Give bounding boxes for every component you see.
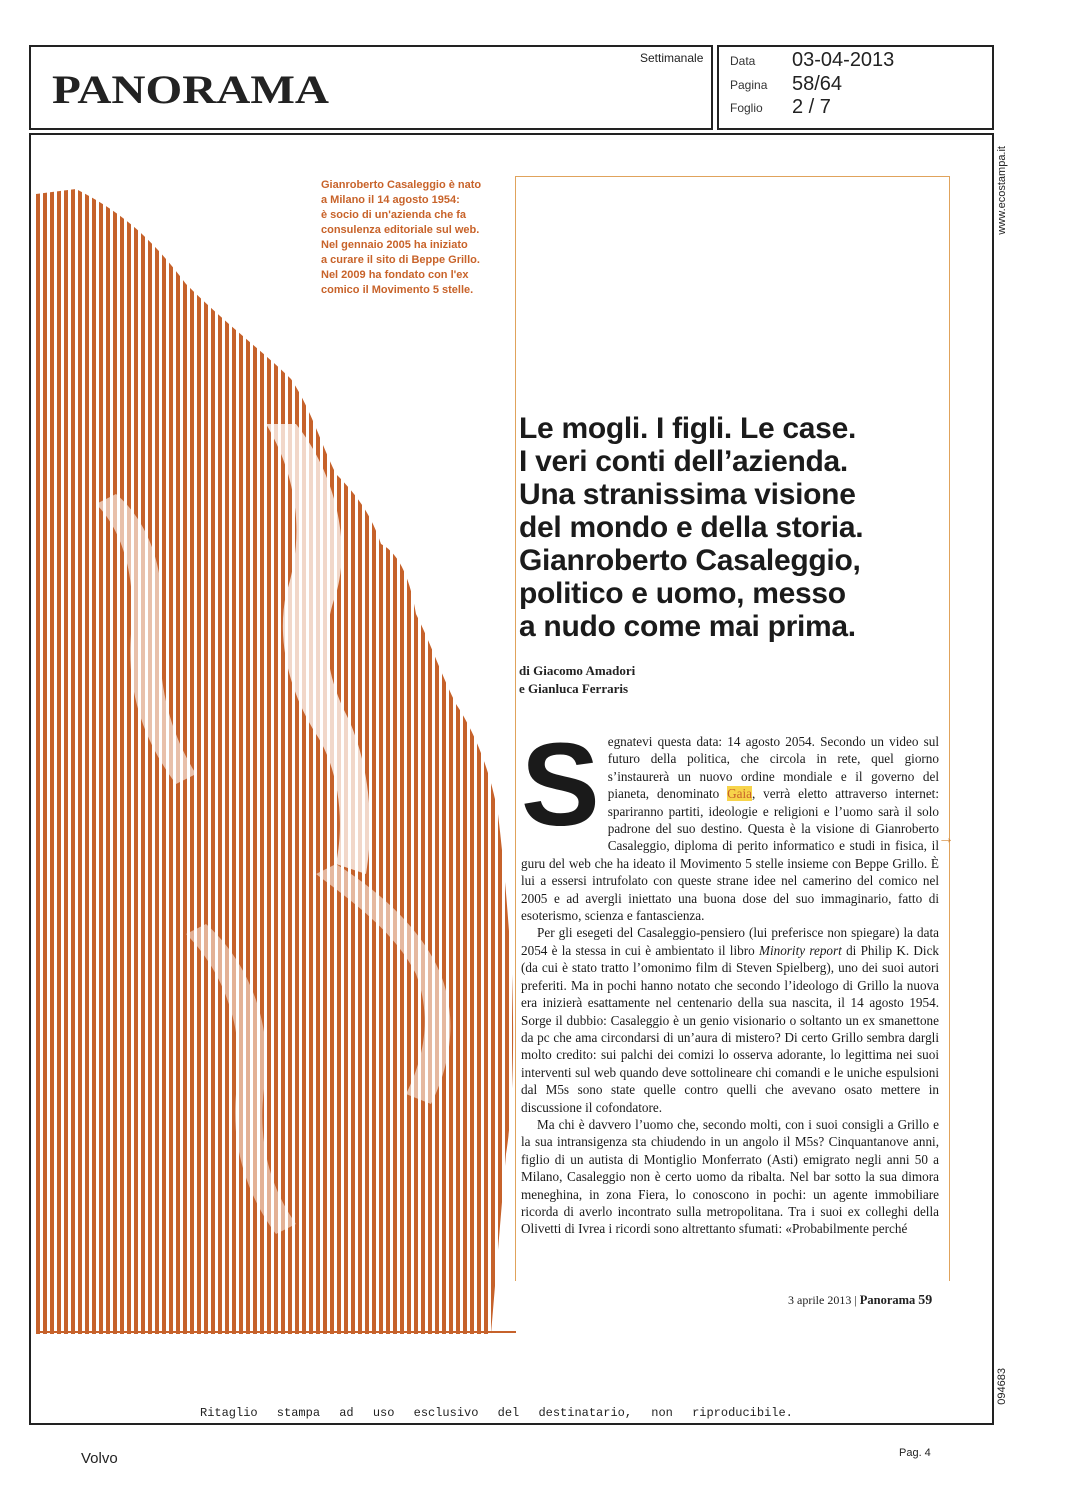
page-folio (788, 1293, 932, 1309)
paragraph-3: Ma chi è davvero l’uomo che, secondo molti, con i suoi consigli a Grillo e la sua intransigenza sta chiudendo in un angolo il M5s? Cinquantanove anni, figlio di un autista di Montiglio Monferrato (Asti) emigrato negli anni 50 a Milano, Casaleggio non è certo uomo da ribalta. Nel bar sotto la sua dimora meneghina, in zona Fiera, lo conoscono in pochi: un agente immobiliare ricorda di averlo incontrato sulla metropolitana. Tra i suoi ex colleghi della Olivetti di Ivrea i ricordi sono altrettanto sfumati: «Probabilmente perché (521, 1116, 939, 1237)
drop-cap: S (521, 733, 600, 851)
clipping-code: 094683 (996, 1368, 1008, 1405)
book-title: Minority report (758, 942, 842, 958)
headline-line: Gianroberto Casaleggio, (519, 544, 861, 577)
ecostampa-url: www.ecostampa.it (996, 146, 1008, 235)
page-value: 58/64 (792, 73, 843, 95)
folio-date: 3 aprile 2013 (788, 1293, 852, 1307)
date-label: Data (730, 54, 756, 68)
caption-line: a Milano il 14 agosto 1954: (321, 194, 460, 206)
headline-line: del mondo e della storia. (519, 511, 864, 544)
paragraph-1: Segnatevi questa data: 14 agosto 2054. Secondo un video sul futuro della politica, che circola in rete, quel giorno s’instaurerà un nuovo ordine mondiale e il governo del pianeta, denominato Gaia, verrà eletto attraverso internet: spariranno partiti, ideologie e religioni e l’uomo sarà il solo padrone del suo destino. Questa è la visione di Gianroberto Casaleggio, diploma di perito informatico e studi in fisica, il guru del web che ha ideato il Movimento 5 stelle insieme con Beppe Grillo. È lui a essersi intrufolato con queste strane idee nel camerino del comico nel 2005 e ad avergli iniettato una buona dose del suo immaginario, fatto di esoterismo, scienza e fantascienza. (521, 733, 939, 924)
reproduction-notice: Ritaglio stampa ad uso esclusivo del destinatario, non riproducibile. (200, 1406, 793, 1420)
date-value: 03-04-2013 (792, 49, 895, 71)
page-label: Pagina (730, 78, 768, 92)
panorama-logo: PANORAMA (52, 67, 330, 112)
folio-separator: | (854, 1293, 857, 1307)
byline-author-2: e Gianluca Ferraris (519, 681, 629, 696)
caption-line: comico il Movimento 5 stelle. (321, 284, 474, 296)
caption-line: Gianroberto Casaleggio è nato (321, 179, 482, 191)
article-headline (519, 412, 939, 643)
footer-client: Volvo (81, 1450, 118, 1467)
headline-line: I veri conti dell’azienda. (519, 445, 848, 478)
article-body (521, 733, 939, 1279)
headline-line: Una stranissima visione (519, 478, 856, 511)
headline-line: a nudo come mai prima. (519, 610, 856, 643)
byline (519, 662, 635, 698)
caption-line: consulenza editoriale sul web. (321, 224, 480, 236)
footer-page: Pag. 4 (899, 1447, 931, 1459)
caption-line: a curare il sito di Beppe Grillo. (321, 254, 480, 266)
folio-page-number: 59 (918, 1293, 933, 1308)
annotation-arrow: → (938, 830, 954, 847)
sheet-label: Foglio (730, 101, 763, 115)
frequency-label: Settimanale (640, 51, 704, 65)
byline-author-1: di Giacomo Amadori (519, 663, 636, 678)
folio-magazine: Panorama (859, 1293, 916, 1307)
headline-line: politico e uomo, messo (519, 577, 846, 610)
caption-line: Nel gennaio 2005 ha iniziato (321, 239, 468, 251)
headline-line: Le mogli. I figli. Le case. (519, 412, 856, 445)
photo-caption (321, 178, 501, 298)
highlighted-word: Gaia (727, 786, 752, 802)
caption-line: Nel 2009 ha fondato con l'ex (321, 269, 469, 281)
caption-line: è socio di un'azienda che fa (321, 209, 467, 221)
sheet-value: 2 / 7 (792, 96, 831, 118)
paragraph-2: Per gli esegeti del Casaleggio-pensiero (lui preferisce non spiegare) la data 2054 è la stessa in cui è ambientato il libro Minority report di Philip K. Dick (da cui è stato tratto l’omonimo film di Steven Spielberg), uno dei suoi autori preferiti. Ma in pochi hanno notato che secondo l’ideologo di Grillo la nuova era inizierà esattamente nel centenario della sua nascita, il 14 agosto 1954. Sorge il dubbio: Casaleggio è un genio visionario o soltanto un ex smanettone da pc che ama circondarsi di un’aura di mistero? Di certo Grillo sembra dargli molto credito: sui palchi dei comizi lo osserva adorante, lo legittima nei suoi interventi sul web quando deve sottolineare chi comandi e le uniche espulsioni dal M5s sono state quelle contro quelli che avevano osato mettere in discussione il cofondatore. (521, 925, 939, 1115)
